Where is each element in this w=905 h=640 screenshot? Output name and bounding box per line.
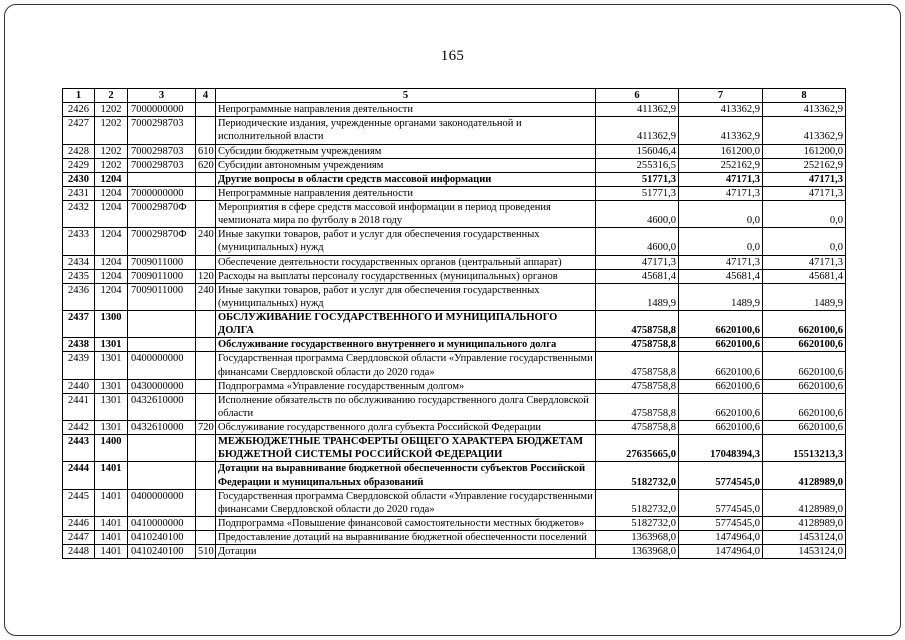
target-article-code: 7000000000	[128, 186, 196, 200]
item-name: Исполнение обязательств по обслуживанию государственного долга Свердловской области	[216, 393, 596, 420]
amount-2018: 5182732,0	[596, 462, 679, 489]
section-code: 1202	[95, 144, 128, 158]
amount-2018: 4758758,8	[596, 311, 679, 338]
amount-2018: 411362,9	[596, 103, 679, 117]
amount-2020: 6620100,6	[763, 379, 846, 393]
section-code: 1204	[95, 269, 128, 283]
table-row	[63, 158, 846, 172]
table-row	[63, 489, 846, 516]
item-name: Расходы на выплаты персоналу государственных (муниципальных) органов	[216, 269, 596, 283]
amount-2018: 255316,5	[596, 158, 679, 172]
target-article-code: 0400000000	[128, 489, 196, 516]
amount-2020: 4128989,0	[763, 489, 846, 516]
section-code: 1202	[95, 117, 128, 144]
amount-2019: 413362,9	[679, 103, 763, 117]
row-number: 2448	[63, 545, 95, 559]
table-row	[63, 516, 846, 530]
amount-2019: 252162,9	[679, 158, 763, 172]
amount-2018: 4600,0	[596, 228, 679, 255]
item-name: Государственная программа Свердловской области «Управление государственными финансами Свердловской области до 2020 года»	[216, 489, 596, 516]
amount-2018: 45681,4	[596, 269, 679, 283]
table-row	[63, 531, 846, 545]
section-code: 1400	[95, 435, 128, 462]
amount-2018: 51771,3	[596, 186, 679, 200]
table-row	[63, 201, 846, 228]
amount-2020: 6620100,6	[763, 352, 846, 379]
target-article-code: 7000298703	[128, 144, 196, 158]
amount-2019: 5774545,0	[679, 489, 763, 516]
item-name: Иные закупки товаров, работ и услуг для обеспечения государственных (муниципальных) нужд	[216, 283, 596, 310]
item-name: ОБСЛУЖИВАНИЕ ГОСУДАРСТВЕННОГО И МУНИЦИПАЛЬНОГО ДОЛГА	[216, 311, 596, 338]
amount-2019: 161200,0	[679, 144, 763, 158]
table-row	[63, 379, 846, 393]
row-number: 2446	[63, 516, 95, 530]
target-article-code	[128, 338, 196, 352]
amount-2020: 47171,3	[763, 186, 846, 200]
section-code: 1401	[95, 462, 128, 489]
table-row	[63, 352, 846, 379]
amount-2019: 0,0	[679, 228, 763, 255]
amount-2020: 1453124,0	[763, 531, 846, 545]
item-name: Обслуживание государственного внутреннего и муниципального долга	[216, 338, 596, 352]
table-row	[63, 228, 846, 255]
amount-2019: 17048394,3	[679, 435, 763, 462]
section-code: 1401	[95, 531, 128, 545]
expense-type-code	[196, 489, 216, 516]
amount-2019: 1474964,0	[679, 545, 763, 559]
table-row	[63, 269, 846, 283]
row-number: 2437	[63, 311, 95, 338]
expense-type-code	[196, 462, 216, 489]
amount-2018: 4758758,8	[596, 421, 679, 435]
amount-2020: 6620100,6	[763, 421, 846, 435]
expense-type-code: 240	[196, 283, 216, 310]
item-name: Субсидии бюджетным учреждениям	[216, 144, 596, 158]
row-number: 2428	[63, 144, 95, 158]
expense-type-code	[196, 352, 216, 379]
row-number: 2442	[63, 421, 95, 435]
row-number: 2429	[63, 158, 95, 172]
section-code: 1202	[95, 103, 128, 117]
expense-type-code: 620	[196, 158, 216, 172]
item-name: Мероприятия в сфере средств массовой информации в период проведения чемпионата мира по футболу в 2018 году	[216, 201, 596, 228]
amount-2020: 252162,9	[763, 158, 846, 172]
section-code: 1204	[95, 255, 128, 269]
amount-2020: 47171,3	[763, 255, 846, 269]
expense-type-code	[196, 435, 216, 462]
row-number: 2440	[63, 379, 95, 393]
target-article-code	[128, 435, 196, 462]
amount-2018: 4758758,8	[596, 379, 679, 393]
expense-type-code: 120	[196, 269, 216, 283]
item-name: МЕЖБЮДЖЕТНЫЕ ТРАНСФЕРТЫ ОБЩЕГО ХАРАКТЕРА БЮДЖЕТАМ БЮДЖЕТНОЙ СИСТЕМЫ РОССИЙСКОЙ ФЕДЕРАЦИИ	[216, 435, 596, 462]
row-number: 2435	[63, 269, 95, 283]
row-number: 2444	[63, 462, 95, 489]
amount-2020: 6620100,6	[763, 338, 846, 352]
section-code: 1401	[95, 489, 128, 516]
amount-2018: 4758758,8	[596, 393, 679, 420]
expense-type-code	[196, 531, 216, 545]
target-article-code: 7000298703	[128, 158, 196, 172]
row-number: 2432	[63, 201, 95, 228]
amount-2018: 5182732,0	[596, 516, 679, 530]
expense-type-code	[196, 393, 216, 420]
amount-2019: 5774545,0	[679, 462, 763, 489]
table-row	[63, 393, 846, 420]
amount-2018: 1363968,0	[596, 545, 679, 559]
amount-2020: 413362,9	[763, 103, 846, 117]
target-article-code	[128, 311, 196, 338]
target-article-code: 7009011000	[128, 255, 196, 269]
row-number: 2436	[63, 283, 95, 310]
section-code: 1300	[95, 311, 128, 338]
amount-2020: 6620100,6	[763, 393, 846, 420]
target-article-code	[128, 172, 196, 186]
target-article-code: 700029870Ф	[128, 228, 196, 255]
header-col-5: 5	[216, 89, 596, 103]
section-code: 1204	[95, 228, 128, 255]
amount-2019: 1474964,0	[679, 531, 763, 545]
amount-2019: 6620100,6	[679, 311, 763, 338]
row-number: 2434	[63, 255, 95, 269]
amount-2020: 4128989,0	[763, 462, 846, 489]
table-body	[63, 103, 846, 559]
amount-2019: 47171,3	[679, 186, 763, 200]
table-row	[63, 283, 846, 310]
amount-2020: 413362,9	[763, 117, 846, 144]
section-code: 1301	[95, 421, 128, 435]
amount-2018: 5182732,0	[596, 489, 679, 516]
section-code: 1401	[95, 545, 128, 559]
row-number: 2441	[63, 393, 95, 420]
row-number: 2433	[63, 228, 95, 255]
item-name: Другие вопросы в области средств массовой информации	[216, 172, 596, 186]
item-name: Субсидии автономным учреждениям	[216, 158, 596, 172]
budget-table	[62, 88, 846, 559]
page-number: 165	[440, 48, 465, 64]
expense-type-code: 720	[196, 421, 216, 435]
amount-2020: 45681,4	[763, 269, 846, 283]
amount-2018: 4758758,8	[596, 338, 679, 352]
expense-type-code: 510	[196, 545, 216, 559]
section-code: 1202	[95, 158, 128, 172]
amount-2019: 47171,3	[679, 255, 763, 269]
item-name: Непрограммные направления деятельности	[216, 186, 596, 200]
amount-2020: 4128989,0	[763, 516, 846, 530]
item-name: Государственная программа Свердловской области «Управление государственными финансами Свердловской области до 2020 года»	[216, 352, 596, 379]
amount-2019: 6620100,6	[679, 338, 763, 352]
target-article-code: 7000000000	[128, 103, 196, 117]
section-code: 1204	[95, 201, 128, 228]
section-code: 1301	[95, 352, 128, 379]
amount-2018: 27635665,0	[596, 435, 679, 462]
table-row	[63, 255, 846, 269]
row-number: 2430	[63, 172, 95, 186]
amount-2019: 6620100,6	[679, 379, 763, 393]
target-article-code: 7009011000	[128, 283, 196, 310]
table-row	[63, 435, 846, 462]
row-number: 2445	[63, 489, 95, 516]
header-col-3: 3	[128, 89, 196, 103]
header-col-1: 1	[63, 89, 95, 103]
table-row	[63, 545, 846, 559]
amount-2018: 411362,9	[596, 117, 679, 144]
target-article-code: 700029870Ф	[128, 201, 196, 228]
amount-2018: 4600,0	[596, 201, 679, 228]
target-article-code: 7009011000	[128, 269, 196, 283]
target-article-code: 7000298703	[128, 117, 196, 144]
amount-2020: 1489,9	[763, 283, 846, 310]
row-number: 2447	[63, 531, 95, 545]
expense-type-code: 610	[196, 144, 216, 158]
amount-2019: 6620100,6	[679, 393, 763, 420]
amount-2020: 6620100,6	[763, 311, 846, 338]
amount-2020: 47171,3	[763, 172, 846, 186]
amount-2020: 161200,0	[763, 144, 846, 158]
row-number: 2438	[63, 338, 95, 352]
header-col-7: 7	[679, 89, 763, 103]
table-row	[63, 144, 846, 158]
header-col-8: 8	[763, 89, 846, 103]
table-header-row	[63, 89, 846, 103]
amount-2019: 47171,3	[679, 172, 763, 186]
table-row	[63, 421, 846, 435]
item-name: Подпрограмма «Управление государственным долгом»	[216, 379, 596, 393]
section-code: 1401	[95, 516, 128, 530]
expense-type-code	[196, 311, 216, 338]
target-article-code: 0400000000	[128, 352, 196, 379]
amount-2018: 47171,3	[596, 255, 679, 269]
table-row	[63, 311, 846, 338]
target-article-code: 0410240100	[128, 545, 196, 559]
target-article-code: 0430000000	[128, 379, 196, 393]
amount-2018: 156046,4	[596, 144, 679, 158]
expense-type-code	[196, 516, 216, 530]
table-row	[63, 186, 846, 200]
expense-type-code	[196, 379, 216, 393]
section-code: 1301	[95, 379, 128, 393]
row-number: 2427	[63, 117, 95, 144]
item-name: Непрограммные направления деятельности	[216, 103, 596, 117]
amount-2018: 4758758,8	[596, 352, 679, 379]
expense-type-code	[196, 201, 216, 228]
section-code: 1204	[95, 283, 128, 310]
item-name: Подпрограмма «Повышение финансовой самостоятельности местных бюджетов»	[216, 516, 596, 530]
item-name: Иные закупки товаров, работ и услуг для обеспечения государственных (муниципальных) нужд	[216, 228, 596, 255]
table-row	[63, 462, 846, 489]
item-name: Дотации	[216, 545, 596, 559]
target-article-code: 0410240100	[128, 531, 196, 545]
expense-type-code	[196, 172, 216, 186]
header-col-4: 4	[196, 89, 216, 103]
item-name: Предоставление дотаций на выравнивание бюджетной обеспеченности поселений	[216, 531, 596, 545]
amount-2018: 51771,3	[596, 172, 679, 186]
header-col-6: 6	[596, 89, 679, 103]
item-name: Обслуживание государственного долга субъекта Российской Федерации	[216, 421, 596, 435]
amount-2020: 15513213,3	[763, 435, 846, 462]
expense-type-code: 240	[196, 228, 216, 255]
target-article-code: 0410000000	[128, 516, 196, 530]
target-article-code: 0432610000	[128, 421, 196, 435]
target-article-code	[128, 462, 196, 489]
section-code: 1204	[95, 186, 128, 200]
row-number: 2443	[63, 435, 95, 462]
amount-2018: 1363968,0	[596, 531, 679, 545]
row-number: 2431	[63, 186, 95, 200]
expense-type-code	[196, 103, 216, 117]
amount-2019: 1489,9	[679, 283, 763, 310]
row-number: 2439	[63, 352, 95, 379]
table-row	[63, 172, 846, 186]
amount-2019: 6620100,6	[679, 421, 763, 435]
section-code: 1301	[95, 393, 128, 420]
item-name: Дотации на выравнивание бюджетной обеспеченности субъектов Российской Федерации и муниципальных образований	[216, 462, 596, 489]
amount-2018: 1489,9	[596, 283, 679, 310]
row-number: 2426	[63, 103, 95, 117]
target-article-code: 0432610000	[128, 393, 196, 420]
amount-2020: 1453124,0	[763, 545, 846, 559]
amount-2020: 0,0	[763, 201, 846, 228]
amount-2020: 0,0	[763, 228, 846, 255]
header-col-2: 2	[95, 89, 128, 103]
expense-type-code	[196, 117, 216, 144]
expense-type-code	[196, 338, 216, 352]
table-row	[63, 117, 846, 144]
section-code: 1204	[95, 172, 128, 186]
amount-2019: 6620100,6	[679, 352, 763, 379]
expense-type-code	[196, 186, 216, 200]
item-name: Периодические издания, учрежденные органами законодательной и исполнительной власти	[216, 117, 596, 144]
table-row	[63, 338, 846, 352]
amount-2019: 5774545,0	[679, 516, 763, 530]
amount-2019: 45681,4	[679, 269, 763, 283]
section-code: 1301	[95, 338, 128, 352]
table-row	[63, 103, 846, 117]
amount-2019: 0,0	[679, 201, 763, 228]
amount-2019: 413362,9	[679, 117, 763, 144]
expense-type-code	[196, 255, 216, 269]
item-name: Обеспечение деятельности государственных органов (центральный аппарат)	[216, 255, 596, 269]
